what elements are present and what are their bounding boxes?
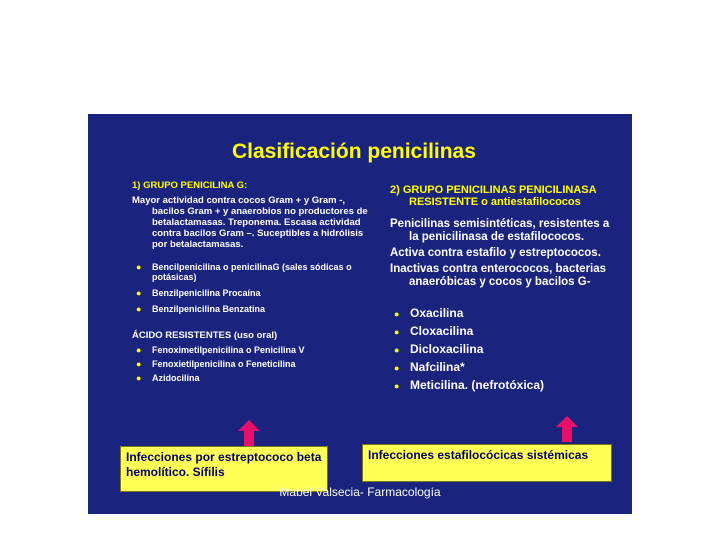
list-item: ● Bencilpenicilina o penicilinaG (sales sódicas o potásicas)	[136, 262, 352, 282]
bullet-icon: ●	[136, 304, 142, 314]
bullet-icon: ●	[394, 363, 400, 373]
bullet-icon: ●	[136, 345, 142, 355]
list-item: ● Fenoximetilpenicilina o Penicilina V	[136, 345, 305, 355]
group-description-left: Mayor actividad contra cocos Gram + y Gram -, bacilos Gram + y anaerobios no productores de betalactamasas. Treponema. Escasa actividad contra bacilos Gram –. Suceptibles a hidrólisis por betalactamasas.	[132, 195, 368, 250]
group-penicilinasa-resistente	[390, 184, 610, 397]
list-item: ● Benzilpenicilina Benzatina	[136, 304, 266, 314]
bullet-icon: ●	[136, 359, 142, 369]
group-heading-right: 2) GRUPO PENICILINAS PENICILINASA RESISTENTE o antiestafilococos	[390, 184, 597, 208]
list-item: ● Benzilpenicilina Procaína	[136, 288, 261, 298]
description-right-1: Penicilinas semisintéticas, resistentes a la penicilinasa de estafilococos.	[390, 218, 610, 243]
slide-title: Clasificación penicilinas	[232, 140, 476, 163]
bullet-icon: ●	[136, 262, 142, 272]
group-penicilina-g	[132, 180, 372, 387]
list-item: ● Dicloxacilina	[394, 342, 484, 356]
bullet-icon: ●	[136, 288, 142, 298]
list-item: ● Azidocilina	[136, 373, 200, 383]
description-right-2: Activa contra estafilo y estreptococos.	[390, 247, 601, 259]
up-arrow-icon	[238, 420, 260, 446]
slide	[88, 114, 632, 514]
description-right-3: Inactivas contra enterococos, bacterias anaeróbicas y cocos y bacilos G-	[390, 263, 607, 288]
drug-list-right	[390, 307, 610, 392]
up-arrow-icon	[556, 416, 578, 442]
bullet-icon: ●	[136, 373, 142, 383]
bullet-icon: ●	[394, 309, 400, 319]
list-item: ● Fenoxietilpenicilina o Feneticilina	[136, 359, 296, 369]
bullet-icon: ●	[394, 381, 400, 391]
indication-box-right: Infecciones estafilocócicas sistémicas	[362, 444, 612, 482]
footer-credit: Mabel Valsecia- Farmacología	[279, 485, 441, 499]
list-item: ● Cloxacilina	[394, 324, 474, 338]
group-heading-left: 1) GRUPO PENICILINA G:	[132, 180, 248, 191]
indication-box-left: Infecciones por estreptococo beta hemolítico. Sífilis	[120, 446, 328, 492]
bullet-icon: ●	[394, 327, 400, 337]
list-item: ● Nafcilina*	[394, 360, 465, 374]
list-item: ● Oxacilina	[394, 306, 464, 320]
drug-list-left	[132, 262, 372, 314]
acid-drug-list	[132, 345, 372, 383]
acid-resistant-heading: ÁCIDO RESISTENTES (uso oral)	[132, 330, 278, 341]
list-item: ● Meticilina. (nefrotóxica)	[394, 378, 545, 392]
bullet-icon: ●	[394, 345, 400, 355]
